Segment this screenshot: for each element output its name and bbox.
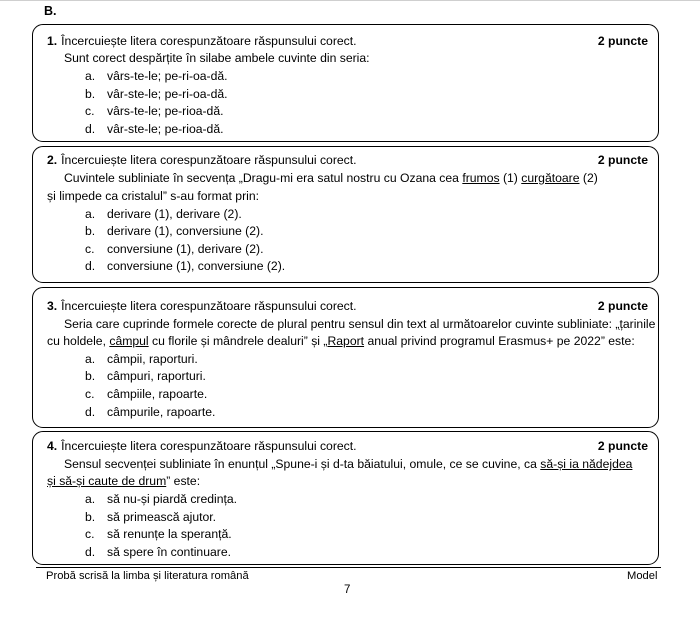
- question-1-number: 1.: [47, 34, 58, 48]
- underlined-phrase-line-2: și să-și caute de drum: [47, 474, 167, 488]
- footer-model-label: Model: [627, 570, 658, 582]
- question-1-box: [32, 24, 659, 142]
- question-3-option-a: a. câmpii, raporturi.: [85, 352, 198, 366]
- question-1-option-d: d. vâr-ste-le; pe-rioa-dă.: [85, 122, 224, 136]
- question-3-header: [47, 298, 357, 315]
- question-2-header: [47, 152, 357, 169]
- question-4-stem-line-2: și să-și caute de drum” este:: [47, 474, 201, 488]
- question-3-number: 3.: [47, 299, 58, 313]
- question-3-stem-line-1: Seria care cuprinde formele corecte de plural pentru sensul din text al următoarelor cuvinte subliniate: „țarinile: [64, 317, 656, 331]
- question-3-instruction: Încercuiește litera corespunzătoare răspunsului corect.: [61, 299, 357, 313]
- question-4-option-d: d. să spere în continuare.: [85, 545, 231, 559]
- question-2-box: [32, 146, 659, 283]
- question-3-box: [32, 287, 659, 428]
- question-1-instruction: Încercuiește litera corespunzătoare răspunsului corect.: [61, 34, 357, 48]
- question-3-option-c: c. câmpiile, rapoarte.: [85, 387, 208, 401]
- question-4-number: 4.: [47, 439, 58, 453]
- question-1-option-c: c. vârs-te-le; pe-rioa-dă.: [85, 104, 224, 118]
- question-2-number: 2.: [47, 153, 58, 167]
- question-4-option-b: b. să primească ajutor.: [85, 510, 217, 524]
- question-2-option-d: d. conversiune (1), conversiune (2).: [85, 259, 286, 273]
- underlined-word-campul: câmpul: [109, 334, 149, 348]
- question-2-option-c: c. conversiune (1), derivare (2).: [85, 242, 264, 256]
- question-1-header: [47, 33, 357, 50]
- question-2-stem-line-2: și limpede ca cristalul” s-au format prin:: [47, 189, 259, 203]
- page-number: 7: [344, 584, 351, 596]
- question-4-instruction: Încercuiește litera corespunzătoare răspunsului corect.: [61, 439, 357, 453]
- question-1-option-a: a. vârs-te-le; pe-ri-oa-dă.: [85, 69, 228, 83]
- question-3-option-b: b. câmpuri, raporturi.: [85, 369, 206, 383]
- question-1-points: 2 puncte: [597, 34, 648, 48]
- page-top-border: [0, 0, 700, 1]
- underlined-word-curgatoare: curgătoare: [521, 171, 580, 185]
- question-1-stem: Sunt corect despărțite în silabe ambele cuvinte din seria:: [64, 51, 370, 65]
- question-3-stem-line-2: cu holdele, câmpul cu florile și mândrele dealuri” și „Raport anual privind programul Erasmus+ pe 2022” este:: [47, 334, 635, 348]
- question-3-option-d: d. câmpurile, rapoarte.: [85, 405, 216, 419]
- question-2-option-a: a. derivare (1), derivare (2).: [85, 207, 242, 221]
- question-4-stem-line-1: Sensul secvenței subliniate în enunțul „Spune-i și d-ta băiatului, omule, ce se cuvine, ca să-și ia nădejdea: [64, 457, 633, 471]
- question-4-box: [32, 431, 659, 565]
- question-2-stem-line-1: Cuvintele subliniate în secvența „Dragu-mi era satul nostru cu Ozana cea frumos (1) curgătoare (2): [64, 171, 598, 185]
- footer-exam-title: Probă scrisă la limba și literatura română: [46, 570, 249, 582]
- question-2-points: 2 puncte: [597, 153, 648, 167]
- footer-divider: [36, 567, 661, 568]
- question-4-points: 2 puncte: [597, 439, 648, 453]
- section-label: B.: [44, 4, 57, 18]
- underlined-word-frumos: frumos: [462, 171, 500, 185]
- question-1-option-b: b. vâr-ste-le; pe-ri-oa-dă.: [85, 87, 228, 101]
- question-4-option-a: a. să nu-și piardă credința.: [85, 492, 238, 506]
- question-4-header: [47, 438, 357, 455]
- question-2-option-b: b. derivare (1), conversiune (2).: [85, 224, 264, 238]
- underlined-word-raport: Raport: [327, 334, 365, 348]
- question-4-option-c: c. să renunțe la speranță.: [85, 527, 232, 541]
- underlined-phrase-line-1: să-și ia nădejdea: [540, 457, 633, 471]
- question-2-instruction: Încercuiește litera corespunzătoare răspunsului corect.: [61, 153, 357, 167]
- question-3-points: 2 puncte: [597, 299, 648, 313]
